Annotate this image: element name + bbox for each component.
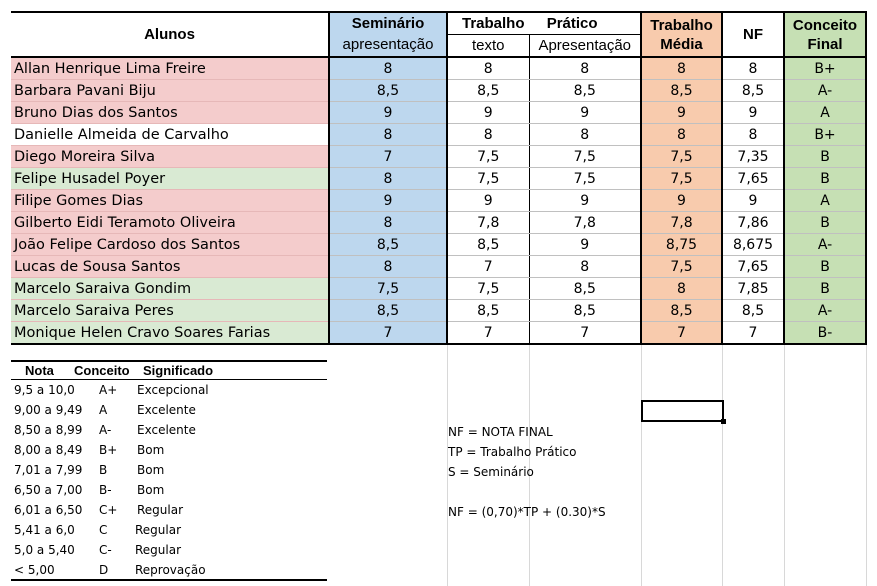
- texto-value[interactable]: 9: [447, 102, 529, 124]
- nf-value[interactable]: 7,85: [722, 278, 784, 300]
- student-row: [11, 256, 866, 278]
- legend-conceito: A: [99, 403, 108, 417]
- student-row: [11, 300, 866, 322]
- apresentacao-value[interactable]: 7,8: [529, 212, 641, 234]
- seminario-value[interactable]: 9: [329, 190, 447, 212]
- apresentacao-value[interactable]: 9: [529, 102, 641, 124]
- apresentacao-value[interactable]: 9: [529, 190, 641, 212]
- legend-conceito: B+: [99, 443, 118, 457]
- nf-value[interactable]: 8: [722, 124, 784, 146]
- conceito-value[interactable]: A-: [784, 300, 866, 322]
- seminario-value[interactable]: 8: [329, 57, 447, 80]
- texto-value[interactable]: 8: [447, 57, 529, 80]
- header-pratico: Prático: [546, 14, 598, 32]
- legend-nota: 7,01 a 7,99: [14, 463, 83, 477]
- nf-value[interactable]: 8,5: [722, 80, 784, 102]
- legend-nota: 5,0 a 5,40: [14, 543, 75, 557]
- seminario-value[interactable]: 8,5: [329, 300, 447, 322]
- nf-value[interactable]: 9: [722, 102, 784, 124]
- apresentacao-value[interactable]: 9: [529, 234, 641, 256]
- legend-nota: 8,50 a 8,99: [14, 423, 83, 437]
- nf-value[interactable]: 8: [722, 57, 784, 80]
- apresentacao-value[interactable]: 8: [529, 256, 641, 278]
- header-apresentacao: Apresentação: [529, 35, 641, 58]
- conceito-value[interactable]: A: [784, 102, 866, 124]
- apresentacao-value[interactable]: 7: [529, 322, 641, 345]
- conceito-value[interactable]: B-: [784, 322, 866, 345]
- media-value[interactable]: 7,5: [641, 256, 722, 278]
- header-nf: NF: [722, 12, 784, 57]
- legend-significado: Reprovação: [135, 563, 206, 577]
- header-seminario: Seminário: [329, 12, 447, 35]
- header-tm-line1: Trabalho: [650, 16, 713, 34]
- legend-row: [11, 401, 327, 421]
- legend-conceito: A-: [99, 423, 112, 437]
- legend-nota: 8,00 a 8,49: [14, 443, 83, 457]
- legend-significado: Regular: [135, 543, 182, 557]
- media-value[interactable]: 7: [641, 322, 722, 345]
- conceito-value[interactable]: A: [784, 190, 866, 212]
- student-row: [11, 234, 866, 256]
- student-row: [11, 190, 866, 212]
- legend-row: [11, 461, 327, 481]
- apresentacao-value[interactable]: 8,5: [529, 278, 641, 300]
- student-row: [11, 278, 866, 300]
- media-value[interactable]: 8,5: [641, 80, 722, 102]
- legend-nota: 9,5 a 10,0: [14, 383, 75, 397]
- header-conceito-line2: Final: [807, 35, 843, 53]
- nf-value[interactable]: 7,65: [722, 168, 784, 190]
- header-trabalho: Trabalho: [462, 14, 525, 32]
- student-name[interactable]: Lucas de Sousa Santos: [11, 256, 329, 278]
- conceito-value[interactable]: A-: [784, 234, 866, 256]
- legend-significado: Excelente: [137, 403, 196, 417]
- nf-value[interactable]: 7,86: [722, 212, 784, 234]
- selected-cell[interactable]: [641, 400, 724, 422]
- student-name[interactable]: Monique Helen Cravo Soares Farias: [11, 322, 329, 345]
- student-name[interactable]: Filipe Gomes Dias: [11, 190, 329, 212]
- legend-row: [11, 441, 327, 461]
- legend-row: [11, 561, 327, 581]
- gridline: [784, 340, 785, 586]
- student-name[interactable]: Marcelo Saraiva Peres: [11, 300, 329, 322]
- header-alunos: Alunos: [11, 12, 329, 57]
- student-name[interactable]: Felipe Husadel Poyer: [11, 168, 329, 190]
- seminario-value[interactable]: 8: [329, 212, 447, 234]
- apresentacao-value[interactable]: 7,5: [529, 146, 641, 168]
- seminario-value[interactable]: 8: [329, 124, 447, 146]
- seminario-value[interactable]: 7: [329, 146, 447, 168]
- nf-value[interactable]: 7,35: [722, 146, 784, 168]
- legend-conceito: A+: [99, 383, 118, 397]
- media-value[interactable]: 8: [641, 278, 722, 300]
- conceito-value[interactable]: B+: [784, 57, 866, 80]
- student-row: [11, 322, 866, 345]
- student-row: [11, 57, 866, 80]
- header-trabalho-media: [641, 12, 722, 57]
- student-name[interactable]: João Felipe Cardoso dos Santos: [11, 234, 329, 256]
- nf-value[interactable]: 7,65: [722, 256, 784, 278]
- student-row: [11, 146, 866, 168]
- texto-value[interactable]: 7: [447, 322, 529, 345]
- texto-value[interactable]: 8,5: [447, 234, 529, 256]
- conceito-value[interactable]: B: [784, 256, 866, 278]
- media-value[interactable]: 8: [641, 124, 722, 146]
- legend-significado: Bom: [137, 463, 165, 477]
- media-value[interactable]: 9: [641, 102, 722, 124]
- student-name[interactable]: Gilberto Eidi Teramoto Oliveira: [11, 212, 329, 234]
- legend-header-nota: Nota: [25, 363, 54, 378]
- legend-conceito: C+: [99, 503, 118, 517]
- header-trabalho-pratico: [447, 12, 641, 35]
- media-value[interactable]: 7,5: [641, 168, 722, 190]
- gridline: [722, 340, 723, 586]
- texto-value[interactable]: 7,8: [447, 212, 529, 234]
- media-value[interactable]: 8,5: [641, 300, 722, 322]
- legend-conceito: B-: [99, 483, 112, 497]
- legend-significado: Excepcional: [137, 383, 209, 397]
- apresentacao-value[interactable]: 7,5: [529, 168, 641, 190]
- gridline: [866, 340, 867, 586]
- nf-value[interactable]: 7: [722, 322, 784, 345]
- seminario-value[interactable]: 8: [329, 256, 447, 278]
- note-formula: NF = (0,70)*TP + (0.30)*S: [448, 505, 606, 519]
- header-conceito-final: [784, 12, 866, 57]
- nf-value[interactable]: 8,5: [722, 300, 784, 322]
- legend-row: [11, 541, 327, 561]
- legend-nota: < 5,00: [14, 563, 55, 577]
- seminario-value[interactable]: 9: [329, 102, 447, 124]
- gridline: [641, 340, 642, 586]
- legend-row: [11, 421, 327, 441]
- texto-value[interactable]: 7,5: [447, 168, 529, 190]
- legend-significado: Regular: [135, 523, 182, 537]
- student-name[interactable]: Barbara Pavani Biju: [11, 80, 329, 102]
- legend-row: [11, 501, 327, 521]
- conceito-value[interactable]: B+: [784, 124, 866, 146]
- apresentacao-value[interactable]: 8: [529, 124, 641, 146]
- note-s: S = Seminário: [448, 465, 534, 479]
- student-row: [11, 124, 866, 146]
- legend-row: [11, 481, 327, 501]
- header-conceito-line1: Conceito: [792, 16, 858, 34]
- gridline: [447, 340, 448, 586]
- legend-nota: 9,00 a 9,49: [14, 403, 83, 417]
- legend-row: [11, 521, 327, 541]
- legend-row: [11, 381, 327, 401]
- student-row: [11, 80, 866, 102]
- student-row: [11, 168, 866, 190]
- conceito-value[interactable]: B: [784, 168, 866, 190]
- media-value[interactable]: 8,75: [641, 234, 722, 256]
- media-value[interactable]: 8: [641, 57, 722, 80]
- header-seminario-sub: apresentação: [329, 35, 447, 58]
- media-value[interactable]: 9: [641, 190, 722, 212]
- header-texto: texto: [447, 35, 529, 58]
- apresentacao-value[interactable]: 8,5: [529, 80, 641, 102]
- legend-nota: 5,41 a 6,0: [14, 523, 75, 537]
- seminario-value[interactable]: 7: [329, 322, 447, 345]
- texto-value[interactable]: 8,5: [447, 80, 529, 102]
- nf-value[interactable]: 8,675: [722, 234, 784, 256]
- student-name[interactable]: Diego Moreira Silva: [11, 146, 329, 168]
- conceito-value[interactable]: A-: [784, 80, 866, 102]
- seminario-value[interactable]: 8,5: [329, 234, 447, 256]
- nf-value[interactable]: 9: [722, 190, 784, 212]
- legend-nota: 6,50 a 7,00: [14, 483, 83, 497]
- legend-conceito: C-: [99, 543, 112, 557]
- apresentacao-value[interactable]: 8: [529, 57, 641, 80]
- fill-handle[interactable]: [721, 419, 726, 424]
- texto-value[interactable]: 8: [447, 124, 529, 146]
- texto-value[interactable]: 7,5: [447, 278, 529, 300]
- conceito-value[interactable]: B: [784, 278, 866, 300]
- student-name[interactable]: Bruno Dias dos Santos: [11, 102, 329, 124]
- note-nf: NF = NOTA FINAL: [448, 425, 553, 439]
- media-value[interactable]: 7,5: [641, 146, 722, 168]
- legend-significado: Bom: [137, 443, 165, 457]
- seminario-value[interactable]: 8: [329, 168, 447, 190]
- legend-header-significado: Significado: [143, 363, 214, 378]
- student-row: [11, 212, 866, 234]
- legend-nota: 6,01 a 6,50: [14, 503, 83, 517]
- grades-table: [11, 11, 867, 345]
- legend-significado: Bom: [137, 483, 165, 497]
- header-tm-line2: Média: [660, 35, 703, 53]
- media-value[interactable]: 7,8: [641, 212, 722, 234]
- gridline: [529, 340, 530, 586]
- student-row: [11, 102, 866, 124]
- texto-value[interactable]: 7: [447, 256, 529, 278]
- texto-value[interactable]: 8,5: [447, 300, 529, 322]
- legend-conceito: D: [99, 563, 109, 577]
- conceito-value[interactable]: B: [784, 212, 866, 234]
- texto-value[interactable]: 7,5: [447, 146, 529, 168]
- conceito-value[interactable]: B: [784, 146, 866, 168]
- seminario-value[interactable]: 8,5: [329, 80, 447, 102]
- legend-significado: Regular: [137, 503, 184, 517]
- student-name[interactable]: Marcelo Saraiva Gondim: [11, 278, 329, 300]
- legend-significado: Excelente: [137, 423, 196, 437]
- texto-value[interactable]: 9: [447, 190, 529, 212]
- legend-header-conceito: Conceito: [74, 363, 130, 378]
- seminario-value[interactable]: 7,5: [329, 278, 447, 300]
- legend-conceito: C: [99, 523, 108, 537]
- note-tp: TP = Trabalho Prático: [448, 445, 577, 459]
- apresentacao-value[interactable]: 8,5: [529, 300, 641, 322]
- student-name[interactable]: Allan Henrique Lima Freire: [11, 57, 329, 80]
- legend-conceito: B: [99, 463, 108, 477]
- student-name[interactable]: Danielle Almeida de Carvalho: [11, 124, 329, 146]
